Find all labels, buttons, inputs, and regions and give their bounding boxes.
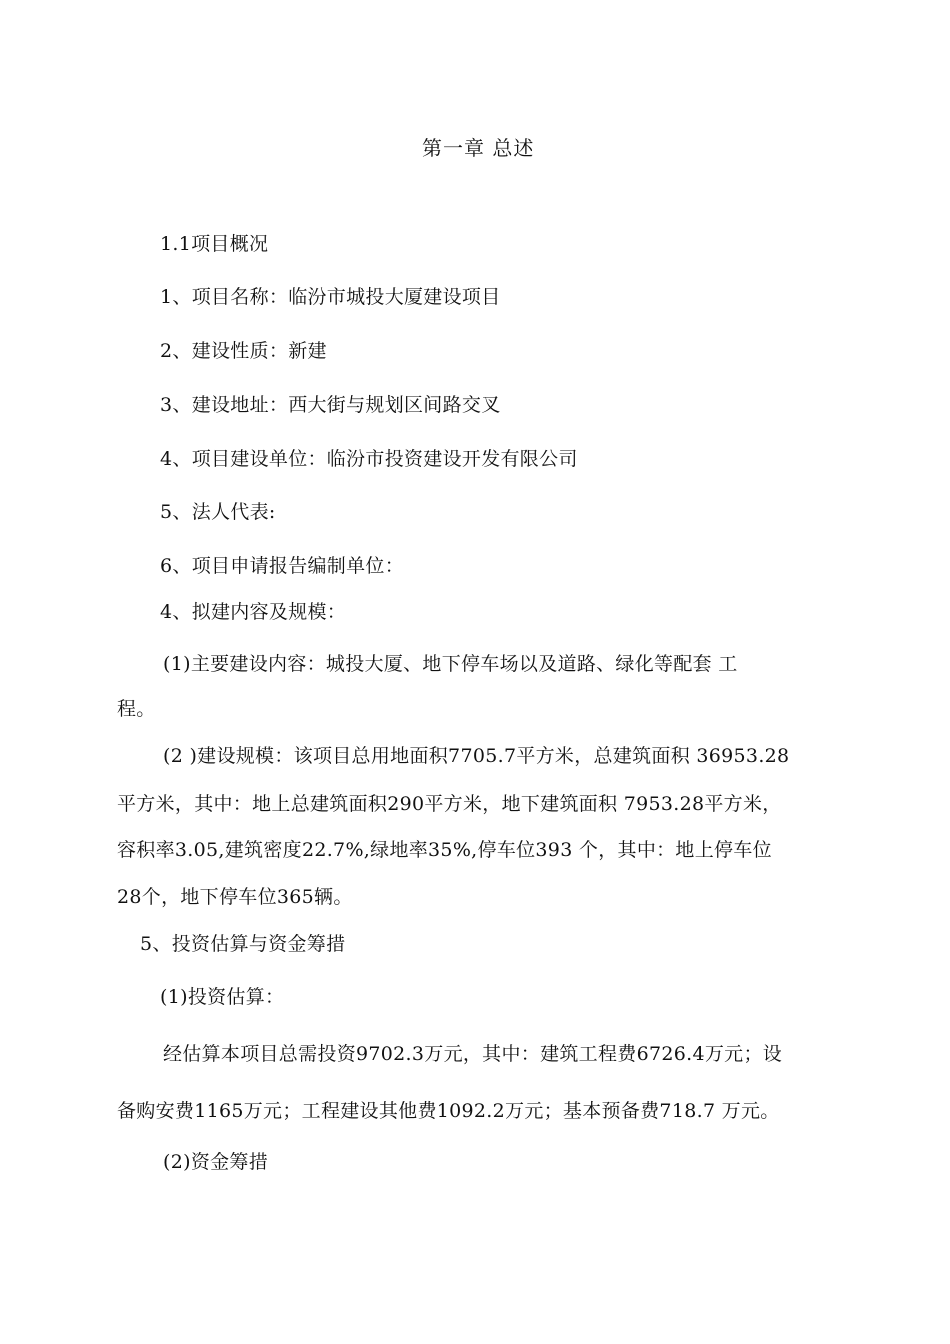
investment-estimate-heading: (1)投资估算： — [160, 986, 285, 1008]
section-heading: 1.1项目概况 — [160, 233, 269, 255]
funding-heading: (2)资金筹措 — [163, 1151, 269, 1173]
item-proposed-content-heading: 4、拟建内容及规模： — [160, 601, 347, 623]
content-line: (1)主要建设内容：城投大厦、地下停车场以及道路、绿化等配套 工 — [163, 653, 738, 675]
chapter-title: 第一章 总述 — [422, 136, 535, 160]
content-line: 程。 — [117, 698, 156, 720]
investment-heading: 5、投资估算与资金筹措 — [140, 933, 346, 955]
item-project-name: 1、项目名称：临汾市城投大厦建设项目 — [160, 286, 501, 308]
item-legal-representative: 5、法人代表: — [160, 501, 276, 523]
investment-paragraph-line: 备购安费1165万元；工程建设其他费1092.2万元；基本预备费718.7 万元。 — [117, 1100, 780, 1122]
scale-line: 28个，地下停车位365辆。 — [117, 886, 353, 908]
scale-line: 平方米，其中：地上总建筑面积290平方米，地下建筑面积 7953.28平方米， — [117, 793, 782, 815]
item-construction-unit: 4、项目建设单位：临汾市投资建设开发有限公司 — [160, 448, 578, 470]
item-construction-address: 3、建设地址：西大街与规划区间路交叉 — [160, 394, 501, 416]
scale-line: 容积率3.05,建筑密度22.7%,绿地率35%,停车位393 个，其中：地上停车位 — [117, 839, 772, 861]
item-report-compiler: 6、项目申请报告编制单位： — [160, 555, 404, 577]
item-construction-nature: 2、建设性质：新建 — [160, 340, 327, 362]
investment-paragraph-line: 经估算本项目总需投资9702.3万元，其中：建筑工程费6726.4万元；设 — [163, 1043, 783, 1065]
scale-line: (2 )建设规模：该项目总用地面积7705.7平方米，总建筑面积 36953.28 — [163, 745, 790, 767]
